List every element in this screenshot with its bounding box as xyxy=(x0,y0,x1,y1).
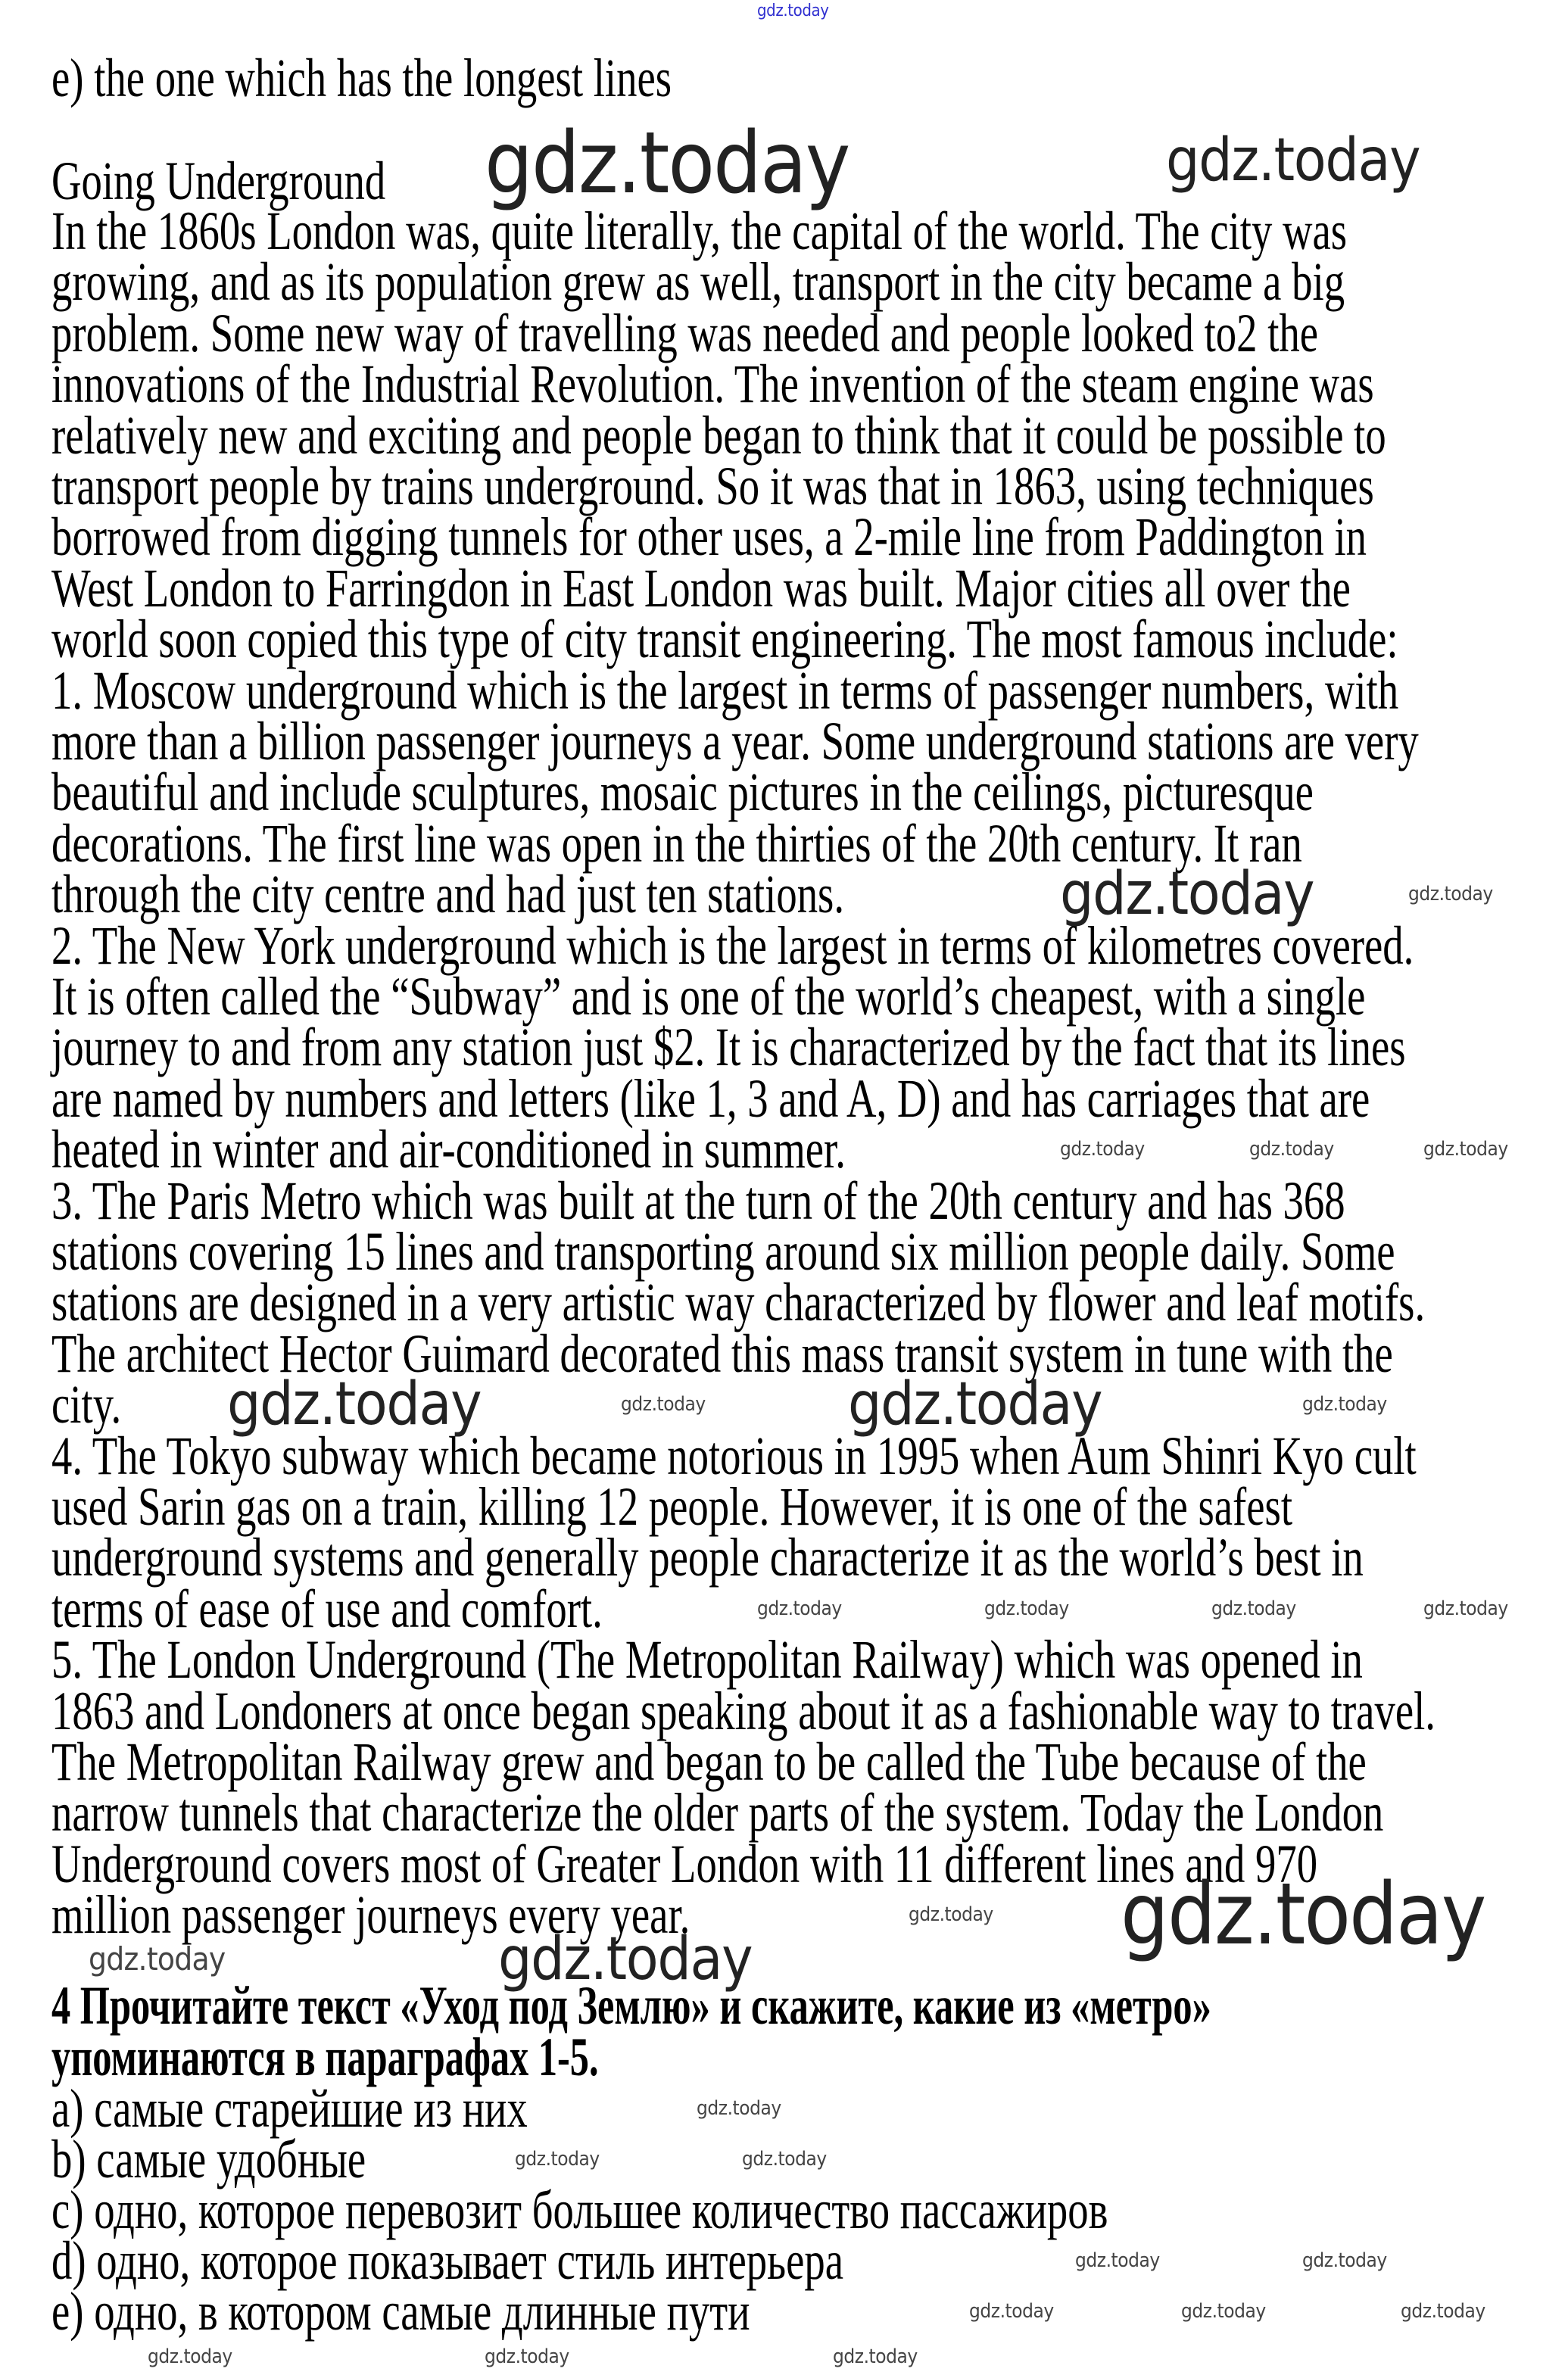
watermark: gdz.today xyxy=(984,1597,1069,1620)
text-line: 5. The London Underground (The Metropolitan Railway) which was opened in xyxy=(51,1629,1363,1691)
watermark: gdz.today xyxy=(742,2148,827,2171)
text-line: innovations of the Industrial Revolution. The invention of the steam engine was xyxy=(51,354,1374,415)
watermark: gdz.today xyxy=(498,1925,753,1993)
text-line: world soon copied this type of city transit engineering. The most famous include: xyxy=(51,609,1398,670)
watermark: gdz.today xyxy=(1423,1597,1508,1620)
watermark: gdz.today xyxy=(1181,2300,1266,2323)
text-line: are named by numbers and letters (like 1, 3 and A, D) and has carriages that are xyxy=(51,1067,1370,1129)
watermark: gdz.today xyxy=(1075,2249,1160,2272)
task-item-d: d) одно, которое показывает стиль интерьера xyxy=(51,2230,844,2291)
watermark: gdz.today xyxy=(1060,860,1314,928)
watermark: gdz.today xyxy=(148,2345,232,2368)
text-line: decorations. The first line was open in the thirties of the 20th century. It ran xyxy=(51,812,1302,874)
watermark: gdz.today xyxy=(909,1903,993,1926)
text-line: beautiful and include sculptures, mosaic pictures in the ceilings, picturesque xyxy=(51,762,1314,823)
watermark: gdz.today xyxy=(1211,1597,1296,1620)
text-line: 4. The Tokyo subway which became notorious in 1995 when Aum Shinri Kyo cult xyxy=(51,1425,1417,1486)
text-line: growing, and as its population grew as well, transport in the city became a big xyxy=(51,251,1345,313)
watermark: gdz.today xyxy=(757,2,829,20)
text-line: through the city centre and had just ten stations. xyxy=(51,864,845,925)
watermark: gdz.today xyxy=(1423,1138,1508,1161)
watermark: gdz.today xyxy=(485,2345,569,2368)
text-line: heated in winter and air-conditioned in summer. xyxy=(51,1119,846,1180)
watermark: gdz.today xyxy=(833,2345,918,2368)
text-line: 3. The Paris Metro which was built at the turn of the 20th century and has 368 xyxy=(51,1170,1345,1231)
text-line: 1. Moscow underground which is the largest in terms of passenger numbers, with xyxy=(51,659,1399,721)
watermark: gdz.today xyxy=(1302,2249,1387,2272)
text-line: Underground covers most of Greater London with 11 different lines and 970 xyxy=(51,1833,1318,1894)
text-line: West London to Farringdon in East London was built. Major cities all over the xyxy=(51,557,1351,619)
task-item-c: c) одно, которое перевозит большее количество пассажиров xyxy=(51,2180,1108,2240)
text-line: The architect Hector Guimard decorated this mass transit system in tune with the xyxy=(51,1323,1393,1384)
text-line: city. xyxy=(51,1374,122,1435)
text-line: journey to and from any station just $2. It is characterized by the fact that its lines xyxy=(51,1017,1406,1078)
task-item-a: a) самые старейшие из них xyxy=(51,2078,528,2139)
task-item-b: b) самые удобные xyxy=(51,2129,366,2189)
text-line: relatively new and exciting and people began to think that it could be possible to xyxy=(51,404,1386,466)
text-line: The Metropolitan Railway grew and began to be called the Tube because of the xyxy=(51,1731,1367,1792)
watermark: gdz.today xyxy=(1060,1138,1145,1161)
text-line: stations are designed in a very artistic way characterized by flower and leaf motifs. xyxy=(51,1272,1426,1333)
text-line: used Sarin gas on a train, killing 12 people. However, it is one of the safest xyxy=(51,1476,1293,1537)
watermark: gdz.today xyxy=(485,114,849,213)
text-line: million passenger journeys every year. xyxy=(51,1884,690,1946)
watermark: gdz.today xyxy=(515,2148,600,2171)
previous-item: e) the one which has the longest lines xyxy=(51,48,672,108)
text-line: underground systems and generally people characterize it as the world’s best in xyxy=(51,1527,1364,1588)
task-heading-line: упоминаются в параграфах 1-5. xyxy=(51,2027,599,2087)
text-line: more than a billion passenger journeys a year. Some underground stations are very xyxy=(51,711,1419,771)
watermark: gdz.today xyxy=(1166,126,1420,195)
watermark: gdz.today xyxy=(697,2097,781,2120)
text-line: problem. Some new way of travelling was needed and people looked to2 the xyxy=(51,302,1319,363)
watermark: gdz.today xyxy=(227,1370,482,1438)
text-line: It is often called the “Subway” and is one of the world’s cheapest, with a single xyxy=(51,966,1366,1027)
watermark: gdz.today xyxy=(1302,1393,1387,1416)
text-line: In the 1860s London was, quite literally, the capital of the world. The city was xyxy=(51,201,1348,261)
watermark: gdz.today xyxy=(1401,2300,1485,2323)
text-line: 1863 and Londoners at once began speaking about it as a fashionable way to travel. xyxy=(51,1680,1436,1741)
text-line: transport people by trains underground. So it was that in 1863, using techniques xyxy=(51,456,1374,516)
watermark: gdz.today xyxy=(969,2300,1054,2323)
watermark: gdz.today xyxy=(1249,1138,1334,1161)
watermark: gdz.today xyxy=(1408,883,1493,905)
text-title: Going Underground xyxy=(51,151,386,211)
watermark: gdz.today xyxy=(757,1597,842,1620)
text-line: terms of ease of use and comfort. xyxy=(51,1578,603,1639)
watermark: gdz.today xyxy=(1121,1865,1485,1964)
text-line: narrow tunnels that characterize the older parts of the system. Today the London xyxy=(51,1782,1384,1843)
task-item-e: e) одно, в котором самые длинные пути xyxy=(51,2281,750,2342)
text-line: 2. The New York underground which is the largest in terms of kilometres covered. xyxy=(51,915,1414,976)
text-line: stations covering 15 lines and transporting around six million people daily. Some xyxy=(51,1221,1395,1282)
watermark: gdz.today xyxy=(621,1393,706,1416)
watermark: gdz.today xyxy=(848,1370,1102,1438)
task-heading-line: 4 Прочитайте текст «Уход под Землю» и скажите, какие из «метро» xyxy=(51,1975,1211,2036)
watermark: gdz.today xyxy=(89,1940,226,1978)
text-line: borrowed from digging tunnels for other uses, a 2-mile line from Paddington in xyxy=(51,506,1367,568)
